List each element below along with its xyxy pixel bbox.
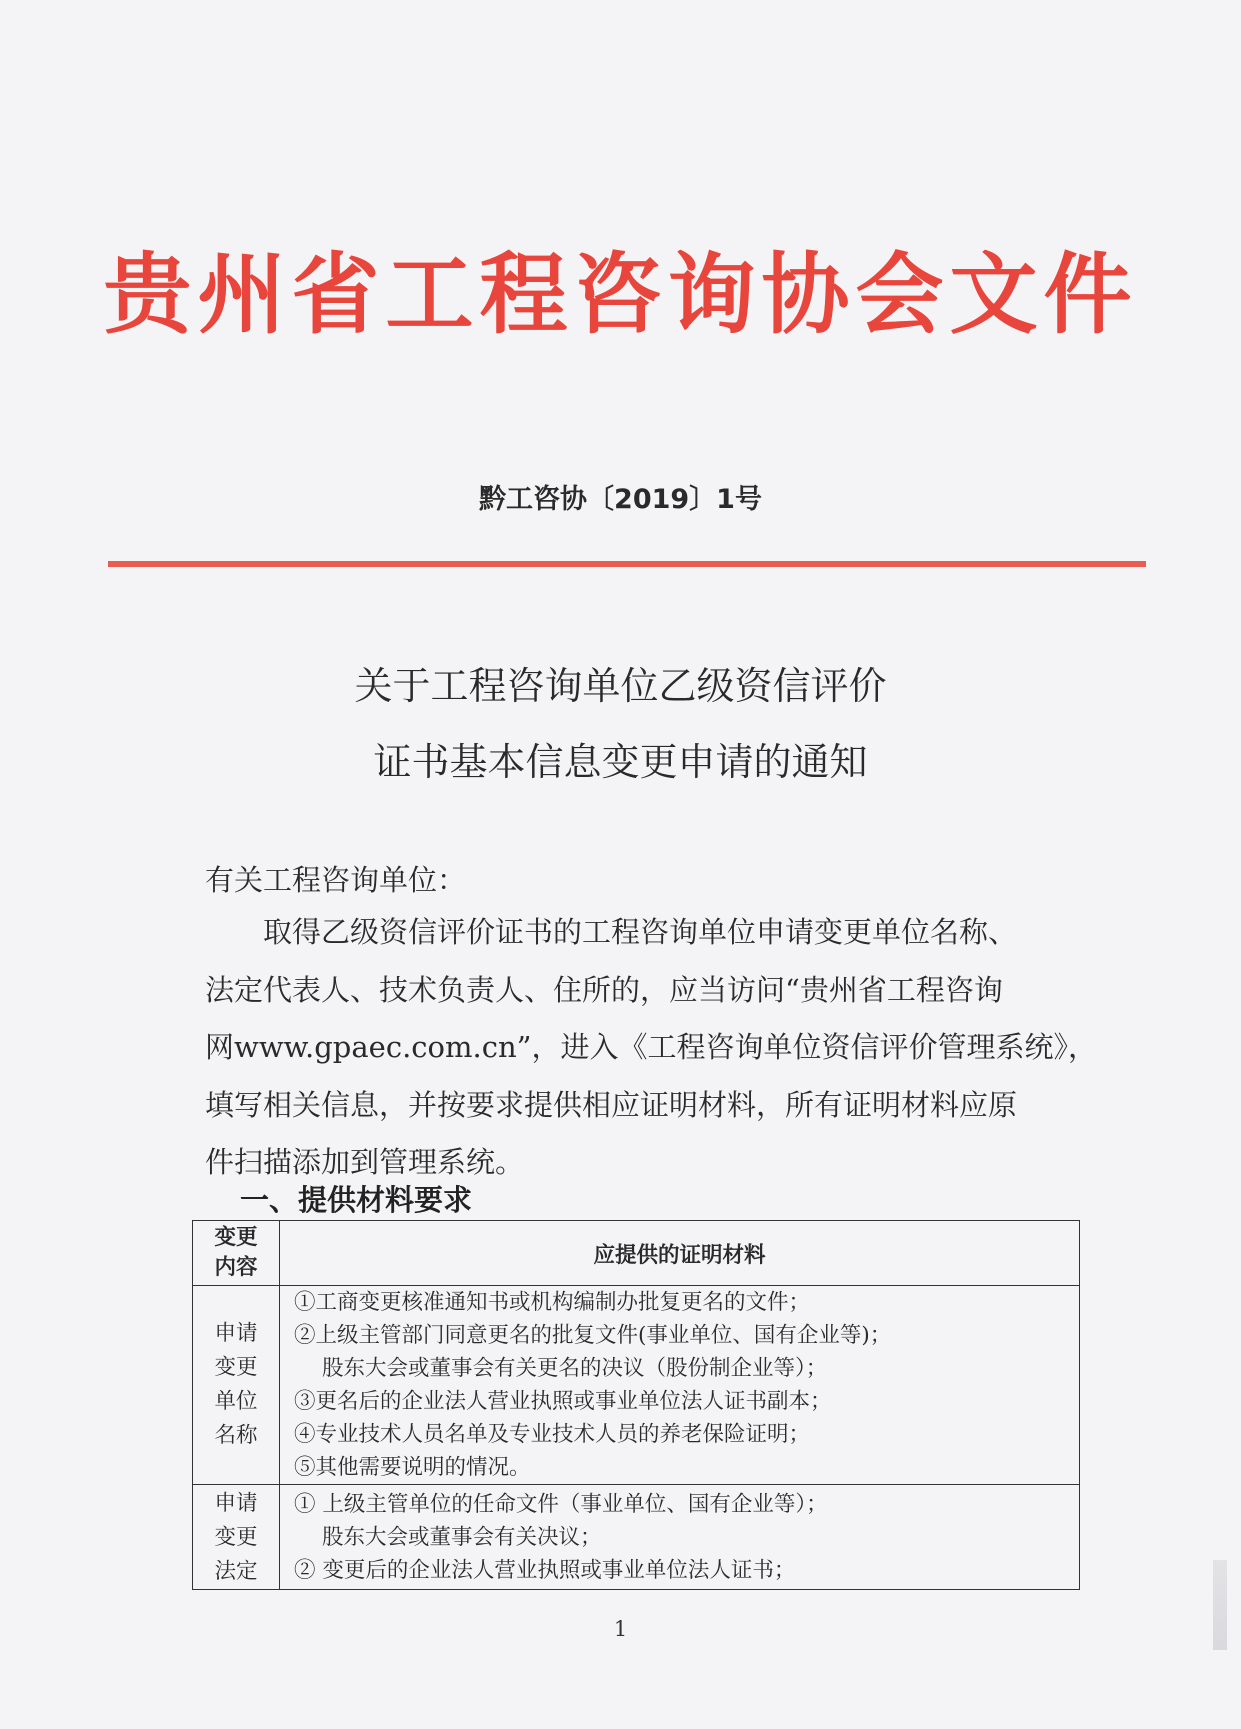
- page-number: 1: [613, 1617, 628, 1641]
- document-subject: [0, 648, 1241, 800]
- row-materials-cell: [280, 1286, 1080, 1485]
- row-label-line: 变更: [214, 1525, 258, 1550]
- body-line: 网www.gpaec.com.cn”，进入《工程咨询单位资信评价管理系统》，: [205, 1030, 1097, 1064]
- body-line: 填写相关信息，并按要求提供相应证明材料，所有证明材料应原: [205, 1087, 1018, 1122]
- list-item: ① 上级主管单位的任命文件（事业单位、国有企业等）；: [294, 1491, 828, 1517]
- row-label-line: 变更: [214, 1355, 258, 1380]
- row-label-line: 单位: [214, 1389, 258, 1414]
- table-header-row: [193, 1221, 1080, 1286]
- row-label-line: 法定: [214, 1559, 258, 1584]
- body-line: 件扫描添加到管理系统。: [205, 1145, 525, 1179]
- document-number: 黔工咨协〔2019〕1号: [479, 484, 762, 515]
- subject-line-2: 证书基本信息变更申请的通知: [373, 740, 868, 784]
- scan-artifact: [1213, 1560, 1227, 1650]
- list-item: ② 变更后的企业法人营业执照或事业单位法人证书；: [294, 1557, 796, 1583]
- salutation: 有关工程咨询单位：: [205, 863, 467, 897]
- list-item: ②上级主管部门同意更名的批复文件(事业单位、国有企业等)；: [294, 1323, 892, 1348]
- section-heading: 一、提供材料要求: [240, 1183, 473, 1217]
- list-item: 股东大会或董事会有关更名的决议（股份制企业等）；: [322, 1356, 828, 1381]
- red-divider-line: [108, 561, 1146, 567]
- row-label-line: 申请: [214, 1491, 258, 1516]
- list-item: ①工商变更核准通知书或机构编制办批复更名的文件；: [294, 1290, 811, 1315]
- header-cell-materials: 应提供的证明材料: [280, 1221, 1080, 1286]
- list-item: ⑤其他需要说明的情况。: [294, 1455, 531, 1480]
- list-item: ③更名后的企业法人营业执照或事业单位法人证书副本；: [294, 1389, 832, 1414]
- body-paragraph: [205, 904, 1097, 1192]
- row-label-cell: [193, 1485, 280, 1590]
- subject-line-1: 关于工程咨询单位乙级资信评价: [354, 664, 887, 708]
- row-label-line: 名称: [214, 1423, 258, 1448]
- org-header-title: 贵州省工程咨询协会文件: [103, 243, 1138, 346]
- header-cell-change-content: [193, 1221, 280, 1286]
- body-line: 取得乙级资信评价证书的工程咨询单位申请变更单位名称、: [263, 915, 1018, 949]
- header-cell-line: 内容: [214, 1255, 258, 1280]
- list-item: ④专业技术人员名单及专业技术人员的养老保险证明；: [294, 1422, 811, 1447]
- list-item: 股东大会或董事会有关决议；: [322, 1524, 602, 1550]
- table-row: [193, 1485, 1080, 1590]
- body-line: 法定代表人、技术负责人、住所的，应当访问“贵州省工程咨询: [205, 972, 1003, 1007]
- row-materials-cell: [280, 1485, 1080, 1590]
- row-label-line: 申请: [214, 1321, 258, 1346]
- header-cell-line: 变更: [214, 1225, 258, 1250]
- row-label-cell: [193, 1286, 280, 1485]
- table-row: [193, 1286, 1080, 1485]
- requirements-table: [192, 1220, 1080, 1590]
